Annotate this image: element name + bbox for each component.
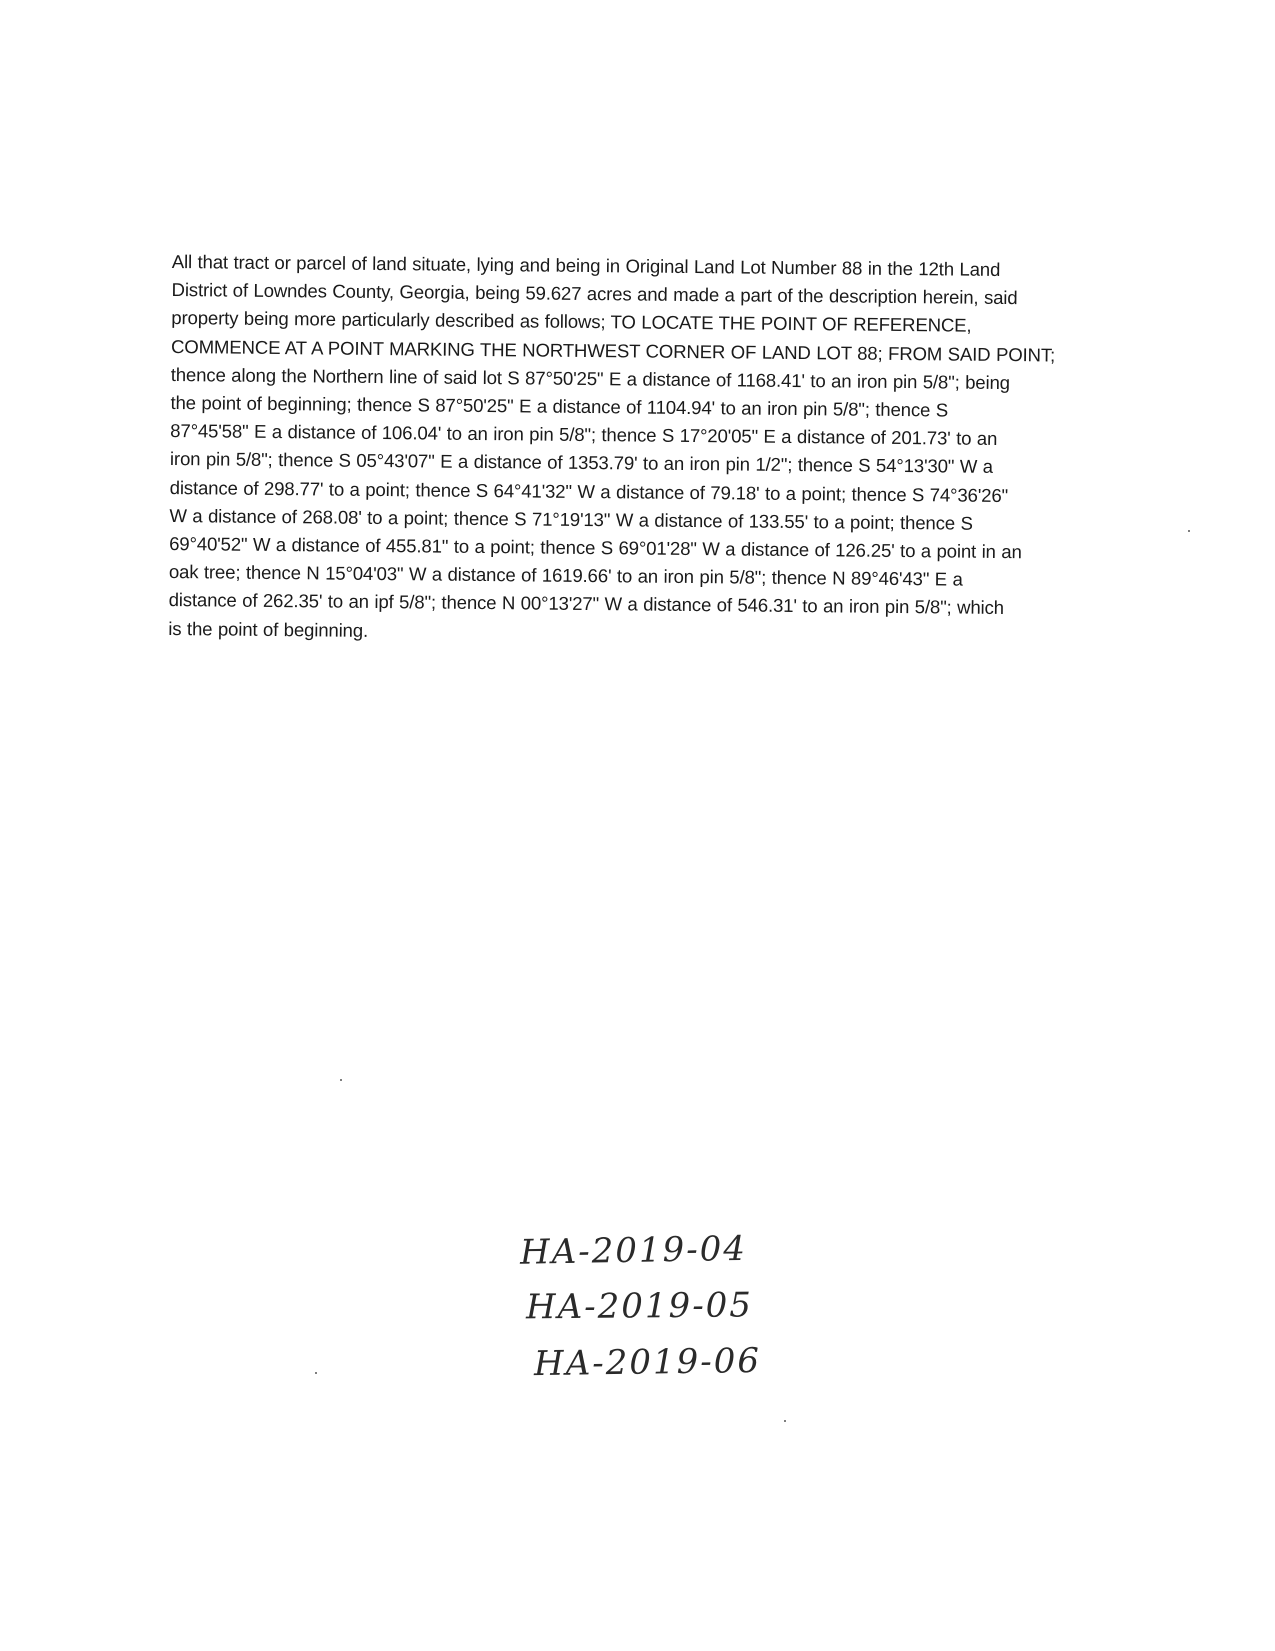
- legal-description: [168, 248, 1060, 651]
- handwritten-case-number: HA-2019-04: [519, 1228, 748, 1273]
- description-line: District of Lowndes County, Georgia, being 59.627 acres and made a part of the description herein, said: [171, 279, 1018, 309]
- description-line: thence along the Northern line of said lot S 87°50'25" E a distance of 1168.41' to an iron pin 5/8"; being: [170, 363, 1011, 393]
- description-line: All that tract or parcel of land situate, lying and being in Original Land Lot Number 88 in the 12th Land: [171, 250, 1001, 280]
- scan-speck: [340, 1079, 342, 1081]
- scan-speck: [1188, 530, 1190, 532]
- description-line: distance of 298.77' to a point; thence S 64°41'32" W a distance of 79.18' to a point; thence S 74°36'26": [169, 476, 1009, 506]
- handwritten-case-number: HA-2019-05: [525, 1285, 754, 1328]
- description-line: iron pin 5/8"; thence S 05°43'07" E a distance of 1353.79' to an iron pin 1/2"; thence S 54°13'30" W a: [169, 448, 993, 478]
- description-line: the point of beginning; thence S 87°50'25" E a distance of 1104.94' to an iron pin 5/8"; thence S: [170, 392, 949, 421]
- description-line: is the point of beginning.: [168, 617, 369, 641]
- description-line: 69°40'52" W a distance of 455.81" to a point; thence S 69°01'28" W a distance of 126.25' to a point in an: [169, 533, 1022, 563]
- handwritten-case-number: HA-2019-06: [533, 1340, 762, 1385]
- description-line: W a distance of 268.08' to a point; thence S 71°19'13" W a distance of 133.55' to a point; thence S: [169, 504, 973, 534]
- description-line: 87°45'58" E a distance of 106.04' to an iron pin 5/8"; thence S 17°20'05" E a distance of 201.73' to an: [170, 420, 998, 450]
- scan-speck: [784, 1420, 786, 1422]
- description-line: property being more particularly described as follows; TO LOCATE THE POINT OF REFERENCE,: [171, 307, 972, 337]
- description-line: distance of 262.35' to an ipf 5/8"; thence N 00°13'27" W a distance of 546.31' to an iron pin 5/8"; which: [168, 589, 1004, 619]
- description-line: COMMENCE AT A POINT MARKING THE NORTHWEST CORNER OF LAND LOT 88; FROM SAID POINT;: [170, 335, 1056, 366]
- handwritten-case-numbers: [520, 1222, 840, 1390]
- description-line: oak tree; thence N 15°04'03" W a distance of 1619.66' to an iron pin 5/8"; thence N 89°46'43" E a: [168, 561, 963, 590]
- scan-speck: [315, 1372, 317, 1374]
